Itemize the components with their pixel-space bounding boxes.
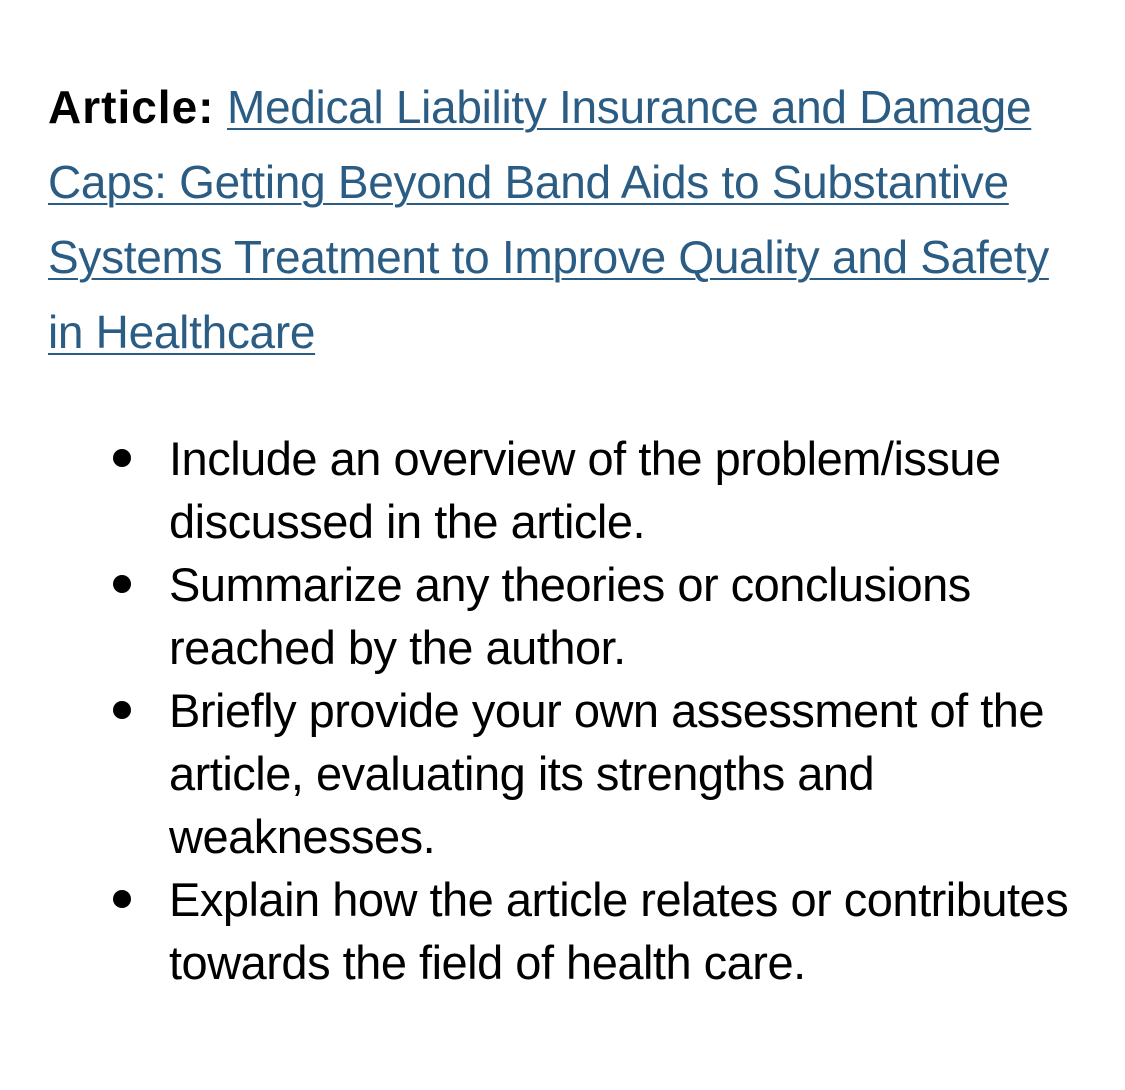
list-item-text: Briefly provide your own assessment of the article, evaluating its strengths and weaknesses. [169, 684, 1045, 863]
document-body [48, 70, 1088, 994]
list-item [48, 553, 1074, 679]
list-item-text: Include an overview of the problem/issue discussed in the article. [169, 432, 1001, 548]
article-heading [48, 70, 1088, 370]
bullet-icon [113, 575, 131, 593]
article-label: Article: [48, 81, 215, 133]
list-item [48, 427, 1074, 553]
bullet-icon [113, 449, 131, 467]
article-title-link[interactable]: Medical Liability Insurance and Damage Caps: Getting Beyond Band Aids to Substantive Systems Treatment to Improve Quality and Safety in Healthcare [48, 81, 1049, 358]
bullet-icon [113, 890, 131, 908]
list-item-text: Explain how the article relates or contributes towards the field of health care. [169, 873, 1069, 989]
list-item-text: Summarize any theories or conclusions reached by the author. [169, 558, 971, 674]
list-item [48, 679, 1074, 868]
list-item [48, 868, 1074, 994]
bullet-icon [113, 701, 131, 719]
instruction-list [48, 427, 1088, 994]
